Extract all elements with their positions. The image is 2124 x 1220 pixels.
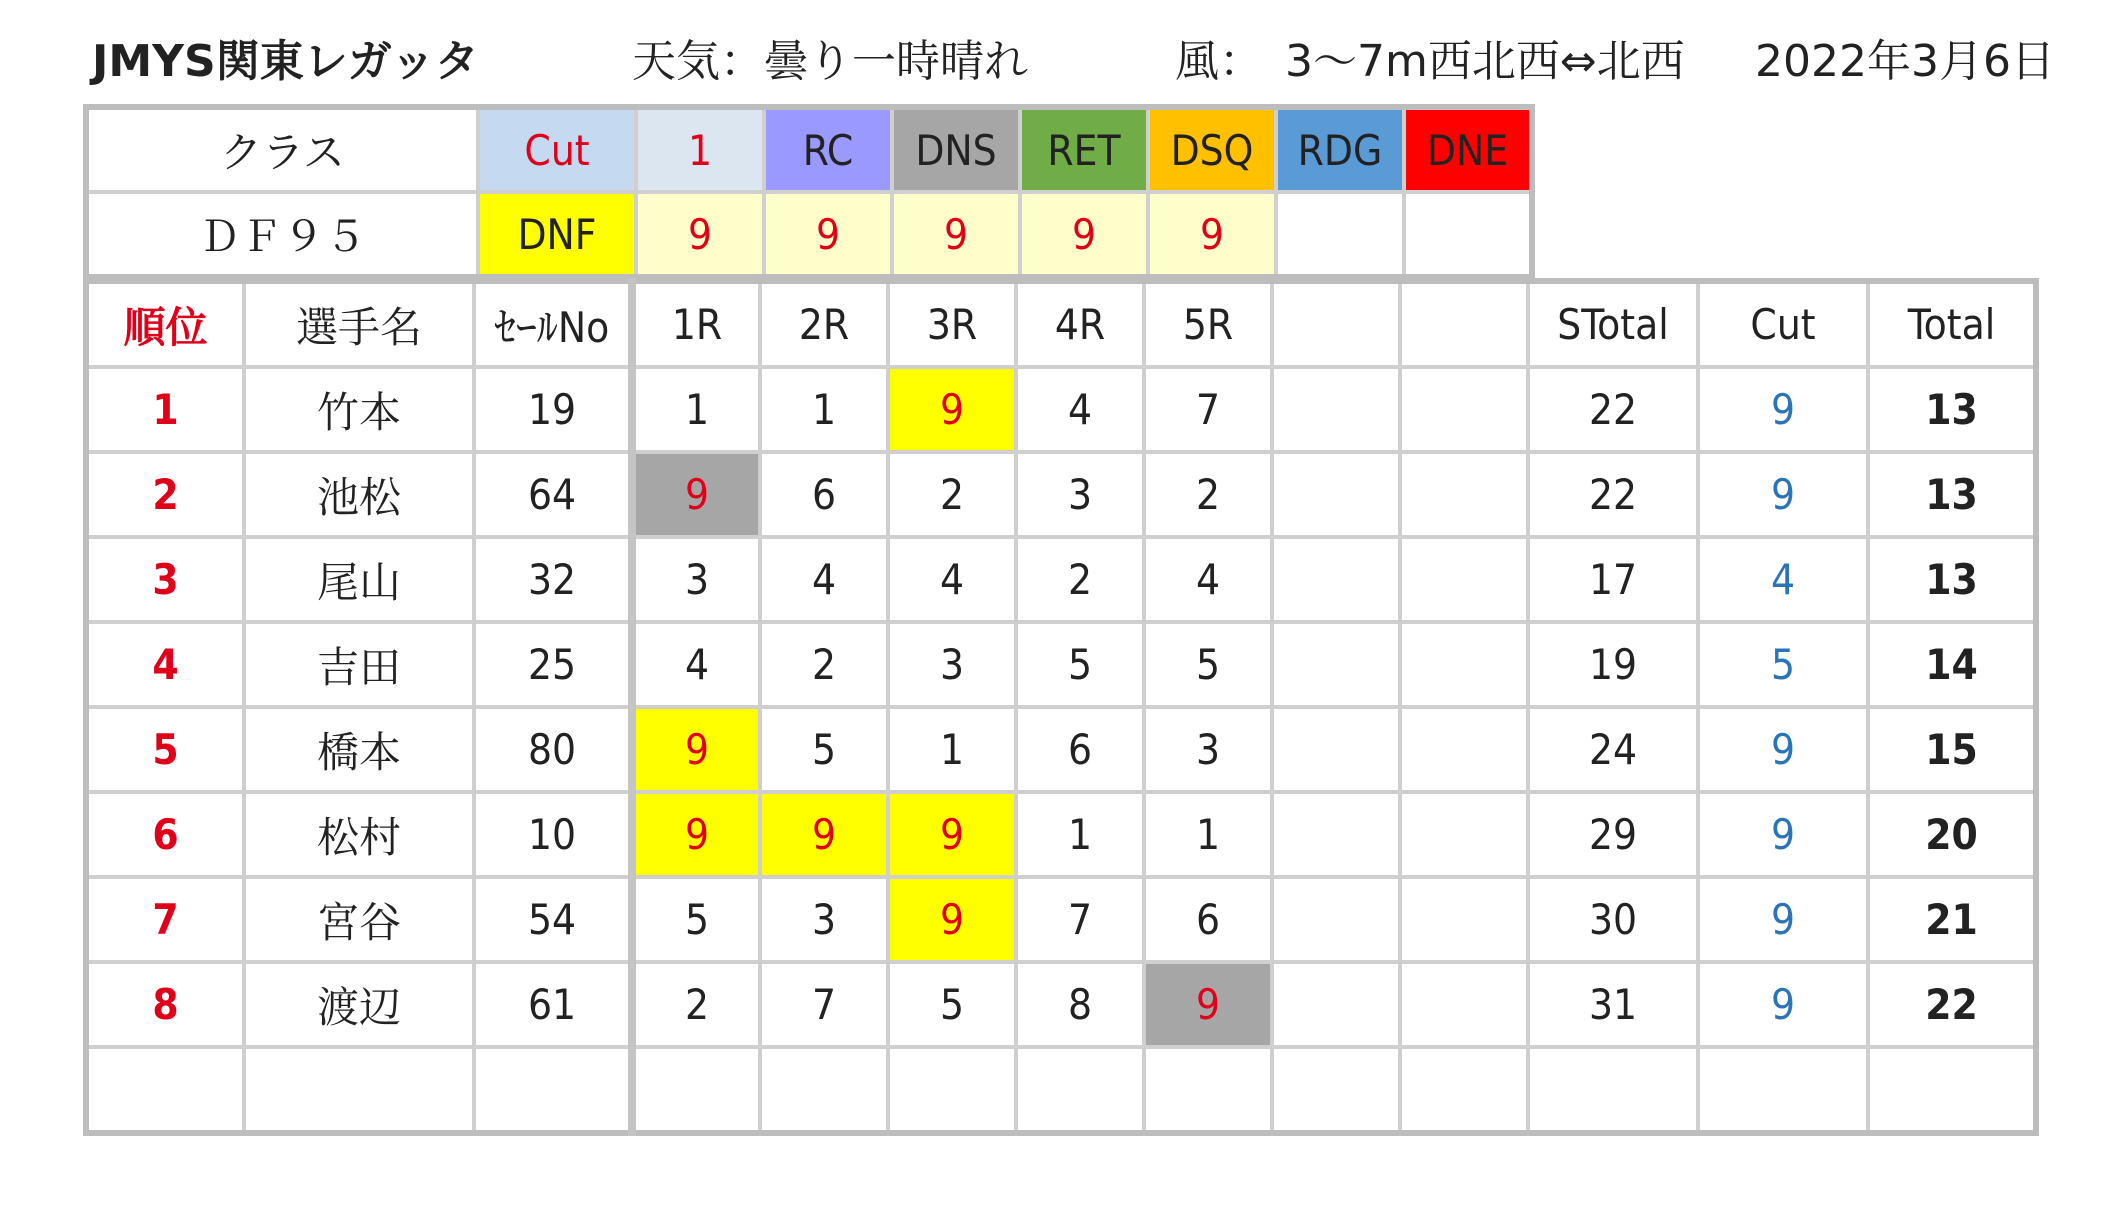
rank-cell: 2 bbox=[86, 452, 244, 537]
cut-cell: 9 bbox=[1698, 792, 1868, 877]
rank-cell: 8 bbox=[86, 962, 244, 1047]
legend-code-8: DNE bbox=[1404, 107, 1532, 192]
race-3-cell: 3 bbox=[888, 622, 1016, 707]
cut-cell: 9 bbox=[1698, 962, 1868, 1047]
total-cell: 21 bbox=[1868, 877, 2036, 962]
legend-value-4: 9 bbox=[892, 192, 1020, 277]
sail-no-cell: 25 bbox=[474, 622, 632, 707]
legend-value-5: 9 bbox=[1020, 192, 1148, 277]
cut-cell: 9 bbox=[1698, 707, 1868, 792]
header-sail-no: ｾｰﾙNo bbox=[474, 281, 632, 367]
race-6-cell bbox=[1272, 622, 1400, 707]
sail-no-cell: 19 bbox=[474, 367, 632, 452]
race-6-cell bbox=[1272, 792, 1400, 877]
race-6-cell bbox=[1272, 707, 1400, 792]
race-7-cell bbox=[1400, 877, 1528, 962]
total-cell: 15 bbox=[1868, 707, 2036, 792]
stotal-cell: 29 bbox=[1528, 792, 1698, 877]
race-2-cell: 1 bbox=[760, 367, 888, 452]
stotal-cell: 19 bbox=[1528, 622, 1698, 707]
race-4-cell: 1 bbox=[1016, 792, 1144, 877]
name-cell: 渡辺 bbox=[244, 962, 474, 1047]
race-3-cell: 5 bbox=[888, 962, 1016, 1047]
race-6-cell bbox=[1272, 452, 1400, 537]
legend-code-5: RET bbox=[1020, 107, 1148, 192]
race-7-cell bbox=[1400, 792, 1528, 877]
race-4-cell: 3 bbox=[1016, 452, 1144, 537]
race-6-cell bbox=[1272, 962, 1400, 1047]
wind-info: 風： 3～7m西北西⇔北西 bbox=[1175, 36, 1685, 87]
total-cell: 14 bbox=[1868, 622, 2036, 707]
table-row bbox=[86, 622, 2036, 707]
legend-value-6: 9 bbox=[1148, 192, 1276, 277]
total-cell: 13 bbox=[1868, 537, 2036, 622]
rank-cell: 6 bbox=[86, 792, 244, 877]
table-row bbox=[86, 1047, 2036, 1133]
race-1-cell: 9 bbox=[632, 452, 760, 537]
cut-cell: 9 bbox=[1698, 367, 1868, 452]
race-3-cell: 9 bbox=[888, 792, 1016, 877]
total-cell: 13 bbox=[1868, 367, 2036, 452]
race-3-cell: 9 bbox=[888, 877, 1016, 962]
cut-cell: 4 bbox=[1698, 537, 1868, 622]
table-row bbox=[86, 962, 2036, 1047]
race-4-cell: 8 bbox=[1016, 962, 1144, 1047]
race-2-cell bbox=[760, 1047, 888, 1133]
sail-no-cell: 54 bbox=[474, 877, 632, 962]
table-row bbox=[86, 877, 2036, 962]
header-name: 選手名 bbox=[244, 281, 474, 367]
rank-cell: 1 bbox=[86, 367, 244, 452]
regatta-title: JMYS関東レガッタ bbox=[92, 36, 479, 87]
sail-no-cell: 64 bbox=[474, 452, 632, 537]
legend-value-1: DNF bbox=[478, 192, 636, 277]
race-6-cell bbox=[1272, 877, 1400, 962]
weather-info: 天気：曇り一時晴れ bbox=[632, 36, 1028, 87]
race-1-cell bbox=[632, 1047, 760, 1133]
stotal-cell: 30 bbox=[1528, 877, 1698, 962]
race-3-cell: 1 bbox=[888, 707, 1016, 792]
name-cell: 松村 bbox=[244, 792, 474, 877]
race-5-cell: 7 bbox=[1144, 367, 1272, 452]
table-row bbox=[86, 792, 2036, 877]
race-2-cell: 3 bbox=[760, 877, 888, 962]
stotal-cell bbox=[1528, 1047, 1698, 1133]
race-7-cell bbox=[1400, 452, 1528, 537]
stotal-cell: 31 bbox=[1528, 962, 1698, 1047]
race-2-cell: 2 bbox=[760, 622, 888, 707]
legend-value-7 bbox=[1276, 192, 1404, 277]
race-5-cell: 1 bbox=[1144, 792, 1272, 877]
race-4-cell bbox=[1016, 1047, 1144, 1133]
race-7-cell bbox=[1400, 367, 1528, 452]
name-cell: 宮谷 bbox=[244, 877, 474, 962]
legend-code-6: DSQ bbox=[1148, 107, 1276, 192]
header-rank: 順位 bbox=[86, 281, 244, 367]
sail-no-cell: 61 bbox=[474, 962, 632, 1047]
stotal-cell: 24 bbox=[1528, 707, 1698, 792]
header-race-3: 3R bbox=[888, 281, 1016, 367]
race-5-cell: 3 bbox=[1144, 707, 1272, 792]
name-cell: 吉田 bbox=[244, 622, 474, 707]
race-date: 2022年3月6日 bbox=[1755, 36, 2055, 87]
total-cell: 22 bbox=[1868, 962, 2036, 1047]
legend-code-1: Cut bbox=[478, 107, 636, 192]
header-cut: Cut bbox=[1698, 281, 1868, 367]
race-1-cell: 9 bbox=[632, 707, 760, 792]
table-row bbox=[86, 367, 2036, 452]
stotal-cell: 17 bbox=[1528, 537, 1698, 622]
race-5-cell: 9 bbox=[1144, 962, 1272, 1047]
race-2-cell: 7 bbox=[760, 962, 888, 1047]
legend-code-2: 1 bbox=[636, 107, 764, 192]
race-2-cell: 5 bbox=[760, 707, 888, 792]
stotal-cell: 22 bbox=[1528, 452, 1698, 537]
legend-value-8 bbox=[1404, 192, 1532, 277]
legend-code-7: RDG bbox=[1276, 107, 1404, 192]
results-header-row bbox=[86, 281, 2036, 367]
race-5-cell bbox=[1144, 1047, 1272, 1133]
race-5-cell: 2 bbox=[1144, 452, 1272, 537]
total-cell: 13 bbox=[1868, 452, 2036, 537]
race-5-cell: 5 bbox=[1144, 622, 1272, 707]
sail-no-cell: 10 bbox=[474, 792, 632, 877]
name-cell: 池松 bbox=[244, 452, 474, 537]
cut-cell: 9 bbox=[1698, 452, 1868, 537]
race-3-cell: 9 bbox=[888, 367, 1016, 452]
name-cell: 尾山 bbox=[244, 537, 474, 622]
table-row bbox=[86, 707, 2036, 792]
rank-cell: 7 bbox=[86, 877, 244, 962]
header-race-1: 1R bbox=[632, 281, 760, 367]
stotal-cell: 22 bbox=[1528, 367, 1698, 452]
header-stotal: STotal bbox=[1528, 281, 1698, 367]
legend-value-2: 9 bbox=[636, 192, 764, 277]
race-1-cell: 3 bbox=[632, 537, 760, 622]
race-5-cell: 6 bbox=[1144, 877, 1272, 962]
name-cell bbox=[244, 1047, 474, 1133]
rank-cell: 3 bbox=[86, 537, 244, 622]
race-6-cell bbox=[1272, 537, 1400, 622]
legend-code-row bbox=[86, 107, 1532, 192]
race-4-cell: 5 bbox=[1016, 622, 1144, 707]
name-cell: 竹本 bbox=[244, 367, 474, 452]
cut-cell: 5 bbox=[1698, 622, 1868, 707]
header-race-7 bbox=[1400, 281, 1528, 367]
header-race-4: 4R bbox=[1016, 281, 1144, 367]
results-body bbox=[86, 367, 2036, 1133]
race-4-cell: 2 bbox=[1016, 537, 1144, 622]
race-4-cell: 4 bbox=[1016, 367, 1144, 452]
table-row bbox=[86, 452, 2036, 537]
class-label: クラス bbox=[86, 107, 478, 192]
race-1-cell: 1 bbox=[632, 367, 760, 452]
cut-cell: 9 bbox=[1698, 877, 1868, 962]
race-7-cell bbox=[1400, 962, 1528, 1047]
legend-code-4: DNS bbox=[892, 107, 1020, 192]
sail-no-cell bbox=[474, 1047, 632, 1133]
race-7-cell bbox=[1400, 1047, 1528, 1133]
legend-value-row bbox=[86, 192, 1532, 277]
race-7-cell bbox=[1400, 537, 1528, 622]
race-3-cell bbox=[888, 1047, 1016, 1133]
race-1-cell: 9 bbox=[632, 792, 760, 877]
rank-cell: 4 bbox=[86, 622, 244, 707]
total-cell: 20 bbox=[1868, 792, 2036, 877]
header-total: Total bbox=[1868, 281, 2036, 367]
legend-code-3: RC bbox=[764, 107, 892, 192]
page-header bbox=[0, 30, 2124, 100]
race-3-cell: 4 bbox=[888, 537, 1016, 622]
race-2-cell: 6 bbox=[760, 452, 888, 537]
race-4-cell: 7 bbox=[1016, 877, 1144, 962]
race-1-cell: 5 bbox=[632, 877, 760, 962]
header-race-5: 5R bbox=[1144, 281, 1272, 367]
race-4-cell: 6 bbox=[1016, 707, 1144, 792]
sail-no-cell: 32 bbox=[474, 537, 632, 622]
race-6-cell bbox=[1272, 1047, 1400, 1133]
name-cell: 橋本 bbox=[244, 707, 474, 792]
table-row bbox=[86, 537, 2036, 622]
race-7-cell bbox=[1400, 622, 1528, 707]
total-cell bbox=[1868, 1047, 2036, 1133]
scoring-legend-table bbox=[83, 104, 1535, 280]
race-5-cell: 4 bbox=[1144, 537, 1272, 622]
race-2-cell: 4 bbox=[760, 537, 888, 622]
rank-cell: 5 bbox=[86, 707, 244, 792]
results-table bbox=[83, 278, 2039, 1136]
header-race-2: 2R bbox=[760, 281, 888, 367]
sail-no-cell: 80 bbox=[474, 707, 632, 792]
race-7-cell bbox=[1400, 707, 1528, 792]
race-1-cell: 4 bbox=[632, 622, 760, 707]
race-1-cell: 2 bbox=[632, 962, 760, 1047]
rank-cell bbox=[86, 1047, 244, 1133]
race-3-cell: 2 bbox=[888, 452, 1016, 537]
header-race-6 bbox=[1272, 281, 1400, 367]
legend-value-3: 9 bbox=[764, 192, 892, 277]
race-6-cell bbox=[1272, 367, 1400, 452]
class-name: ＤＦ９５ bbox=[86, 192, 478, 277]
race-2-cell: 9 bbox=[760, 792, 888, 877]
cut-cell bbox=[1698, 1047, 1868, 1133]
